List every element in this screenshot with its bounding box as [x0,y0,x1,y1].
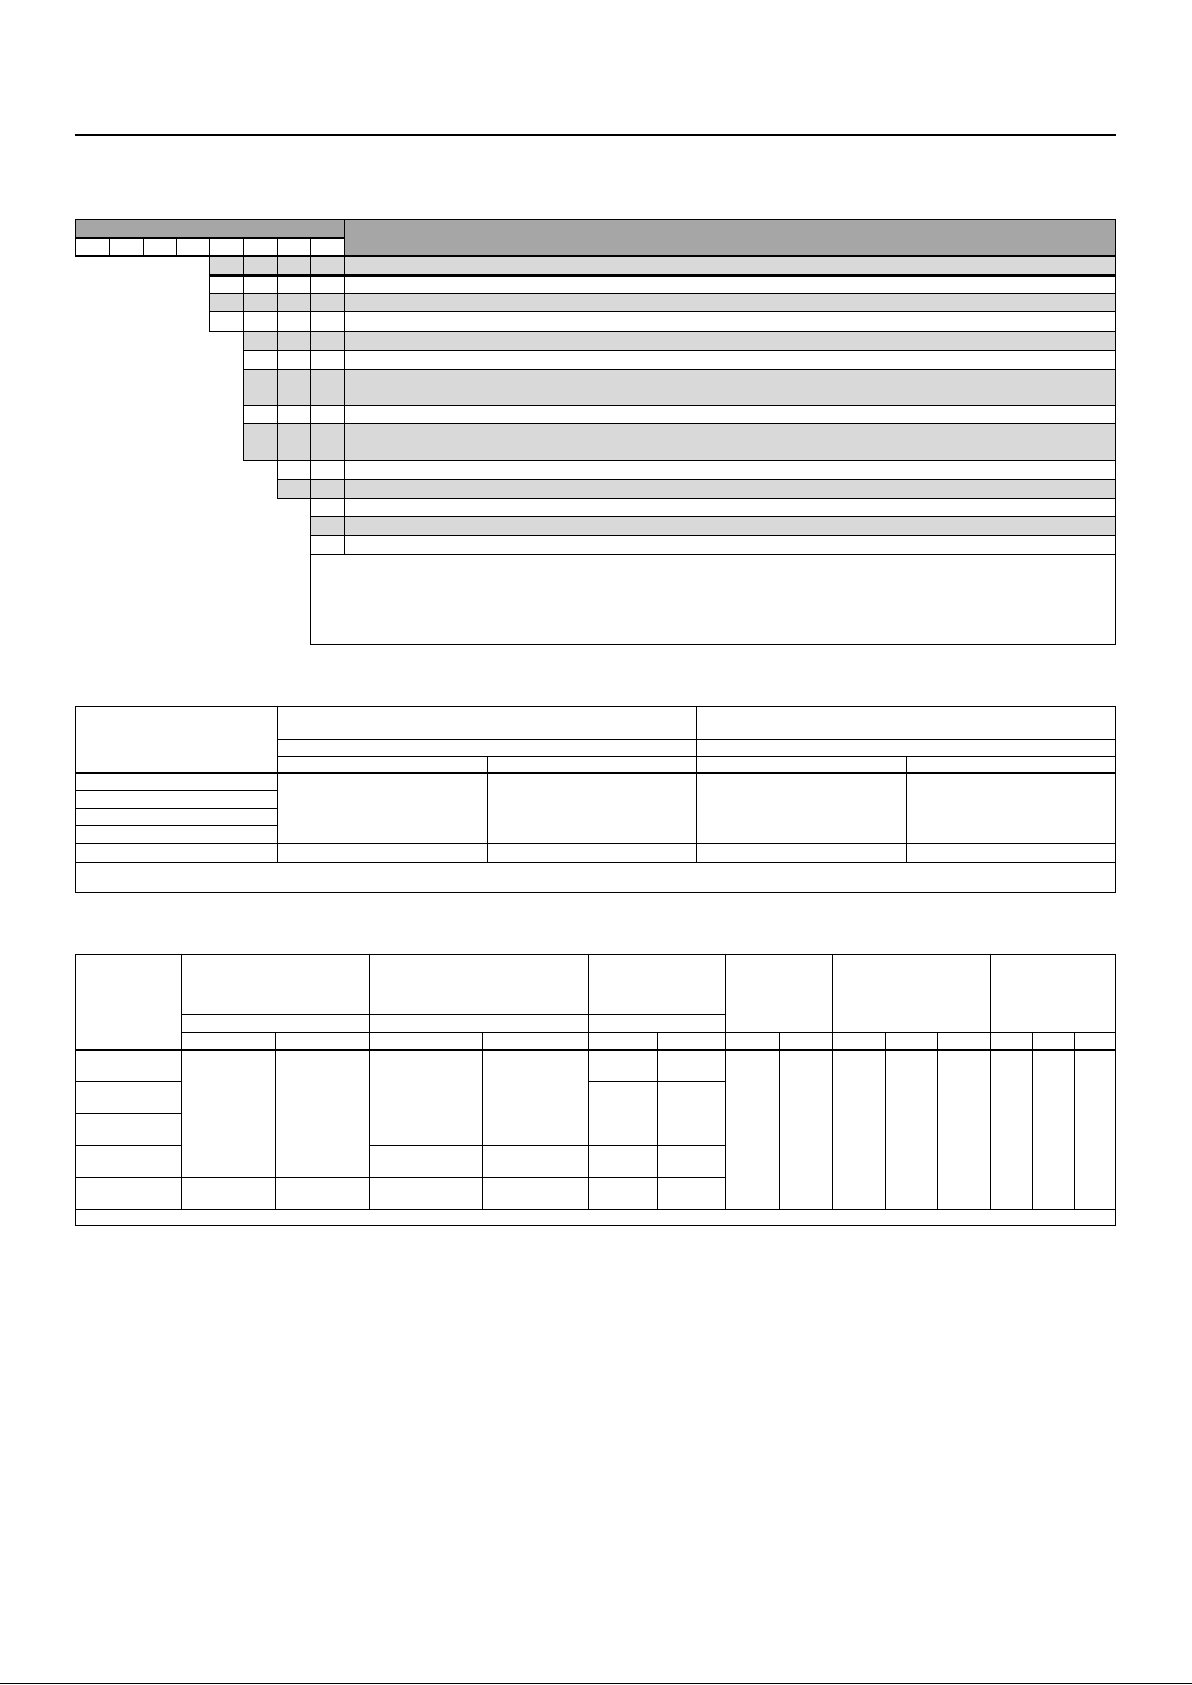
footer-rule [0,1683,1192,1684]
bit-row [243,370,1116,406]
table-3-frame [75,954,1116,1226]
header-rule [75,134,1116,136]
bit-table-note [310,555,1116,645]
bit-row [243,332,1116,351]
bit-row [310,517,1116,536]
bit-row [277,461,1116,480]
table-2-frame [75,706,1116,893]
bit-row [243,351,1116,370]
bit-header-cells [75,238,345,256]
bit-row [209,257,1116,275]
bit-row [209,312,1116,332]
bit-row [243,424,1116,461]
bit-row [209,294,1116,312]
bit-row [243,406,1116,424]
bit-row [310,536,1116,555]
bit-row [277,480,1116,499]
bit-row [310,499,1116,517]
bit-row [209,275,1116,294]
